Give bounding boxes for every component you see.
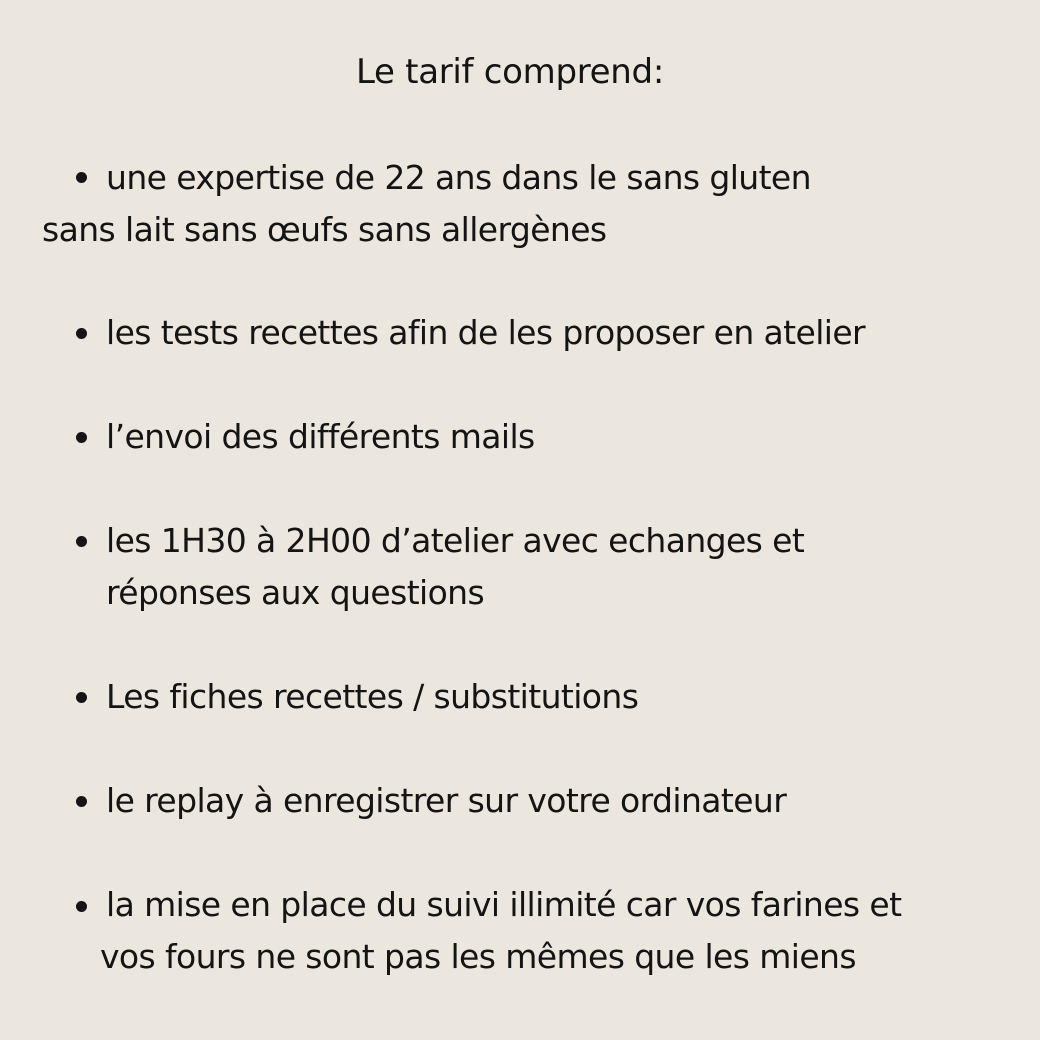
- bullet-icon: [76, 692, 87, 703]
- list-item: [106, 671, 638, 723]
- list-item-continuation: [42, 204, 607, 256]
- list-item: [106, 307, 865, 359]
- list-item: [106, 775, 786, 827]
- bullet-icon: [76, 328, 87, 339]
- list-item-line: le replay à enregistrer sur votre ordinateur: [106, 781, 787, 820]
- bullet-icon: [76, 901, 87, 912]
- list-item-line: vos fours ne sont pas les mêmes que les miens: [100, 937, 856, 976]
- bullet-icon: [76, 432, 87, 443]
- list-item: [106, 411, 535, 463]
- bullet-icon: [76, 796, 87, 807]
- list-item: [106, 152, 811, 204]
- bullet-icon: [76, 172, 87, 183]
- list-item-line: la mise en place du suivi illimité car vos farines et: [106, 885, 902, 924]
- list-item: [106, 879, 901, 931]
- list-item: [106, 515, 804, 619]
- list-item-line: les 1H30 à 2H00 d’atelier avec echanges et: [106, 521, 805, 560]
- list-item-line: une expertise de 22 ans dans le sans gluten: [106, 158, 811, 197]
- bullet-icon: [76, 536, 87, 547]
- page-title: Le tarif comprend:: [356, 52, 664, 92]
- list-item-line: l’envoi des différents mails: [106, 417, 535, 456]
- list-item-line: Les fiches recettes / substitutions: [106, 677, 639, 716]
- list-item-line: sans lait sans œufs sans allergènes: [42, 210, 607, 249]
- list-item-continuation: [100, 931, 856, 983]
- list-item-line: les tests recettes afin de les proposer en atelier: [106, 313, 866, 352]
- list-item-line: réponses aux questions: [106, 573, 485, 612]
